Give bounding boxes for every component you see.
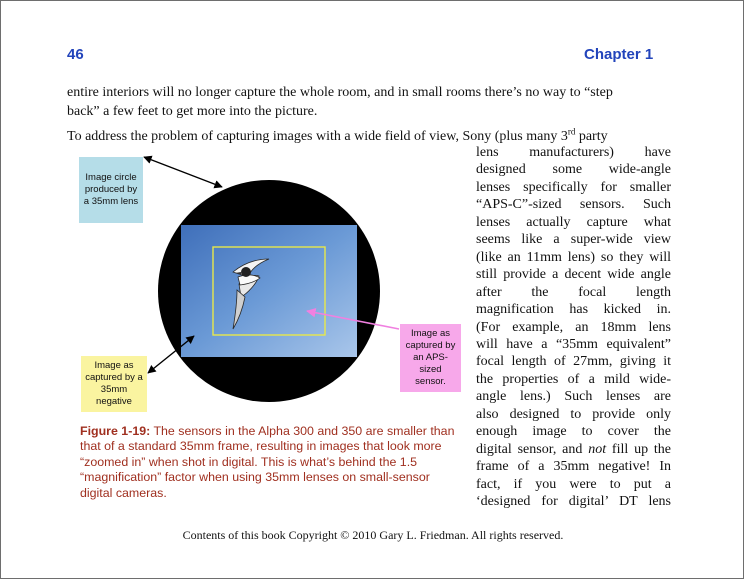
column-line: (like an 11mm lens) so they will: [476, 249, 671, 265]
arrow-circle: [144, 157, 222, 187]
seagull-graphic: [233, 259, 269, 329]
aps-crop-frame: [213, 247, 325, 335]
column-line: digital sensor, and not fill up the: [476, 441, 671, 457]
column-line: lenses specifically for smaller: [476, 179, 671, 195]
body-line: entire interiors will no longer capture the whole room, and in small rooms there’s no way to “step: [67, 85, 613, 100]
italic-word: not: [588, 441, 607, 457]
column-line: still provide a decent wide angle: [476, 267, 671, 283]
column-line: frame of a 35mm negative! In: [476, 459, 671, 475]
arrow-sensor: [307, 311, 399, 329]
column-line: also designed to provide only: [476, 406, 671, 422]
caption-label: Figure 1-19:: [80, 424, 151, 438]
column-line: seems like a super-wide view: [476, 232, 671, 248]
body-text: party: [575, 129, 608, 144]
callout-aps-sensor: Image as captured by an APS-sized sensor.: [400, 324, 461, 392]
page-number: 46: [67, 46, 84, 63]
column-line: lenses actually capture what: [476, 214, 671, 230]
copyright-footer: Contents of this book Copyright © 2010 Gary L. Friedman. All rights reserved.: [182, 528, 564, 542]
column-line: lens manufacturers) have: [476, 145, 671, 160]
callout-negative: Image as captured by a 35mm negative: [81, 356, 147, 412]
figure-caption: [80, 424, 460, 501]
caption-text: The sensors in the Alpha 300 and 350 are smaller than that of a standard 35mm frame, resulting in images that look more “zoomed in” when shot in digital. This is what’s behind the 1.5 “magnification” factor when using 35mm lenses on small-sensor digital cameras.: [80, 424, 455, 500]
column-line: will have a “35mm equivalent”: [476, 336, 671, 352]
arrow-negative: [148, 336, 194, 373]
image-circle: [158, 180, 380, 402]
chapter-title: Chapter 1: [584, 46, 654, 63]
column-line: (For example, an 18mm lens: [476, 319, 671, 335]
column-line: magnification has kicked in.: [476, 302, 671, 318]
column-line: angle lens.) Such lenses are: [476, 389, 671, 405]
column-line: focal length of 27mm, giving it: [476, 354, 671, 370]
body-text: To address the problem of capturing images with a wide field of view, Sony (plus many 3: [67, 129, 568, 144]
column-line: enough image to cover the: [476, 424, 671, 440]
column-line: fact, if you were to put a: [476, 476, 671, 492]
column-line: the properties of a mild wide-: [476, 371, 671, 387]
column-line: ‘designed for digital’ DT lens: [476, 494, 671, 509]
body-line: back” a few feet to get more into the picture.: [67, 104, 318, 119]
superscript: rd: [567, 126, 576, 137]
negative-frame-photo: [181, 225, 357, 357]
column-line: after the focal length: [476, 284, 671, 300]
callout-image-circle: Image circle produced by a 35mm lens: [79, 157, 143, 223]
column-line: “APS-C”-sized sensors. Such: [476, 197, 671, 213]
column-line: designed some wide-angle: [476, 162, 671, 178]
